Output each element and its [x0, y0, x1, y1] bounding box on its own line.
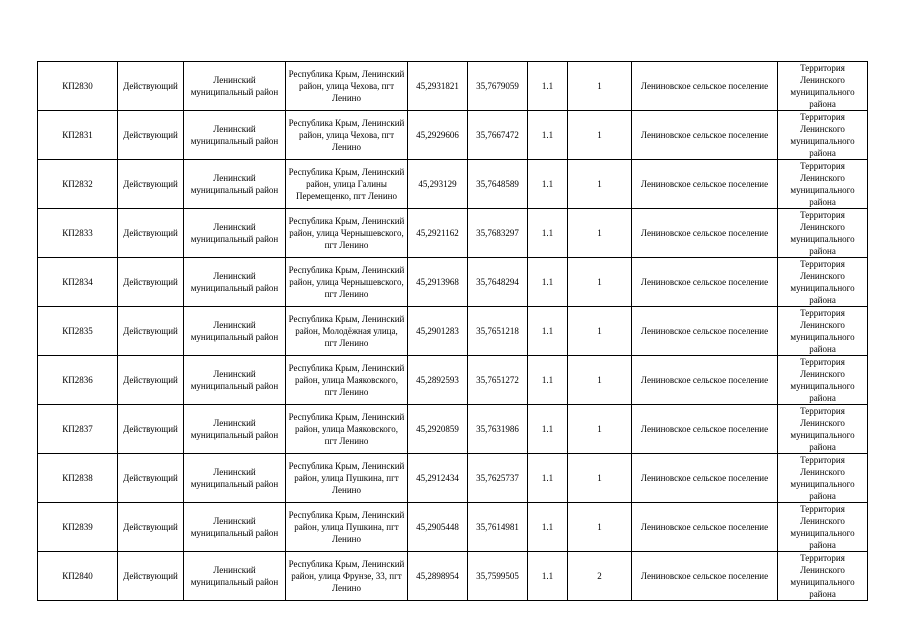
longitude-cell: 35,7651218 — [468, 307, 528, 356]
container-count-cell: 2 — [568, 552, 632, 601]
municipal-district-cell: Ленинский муниципальный район — [184, 356, 286, 405]
site-code-cell: КП2833 — [38, 209, 118, 258]
site-code-cell: КП2838 — [38, 454, 118, 503]
table-row — [38, 454, 868, 503]
category-cell: 1.1 — [528, 405, 568, 454]
municipal-district-cell: Ленинский муниципальный район — [184, 454, 286, 503]
territory-cell: Территория Ленинского муниципального района — [778, 454, 868, 503]
longitude-cell: 35,7625737 — [468, 454, 528, 503]
container-count-cell: 1 — [568, 307, 632, 356]
settlement-cell: Лениновское сельское поселение — [632, 307, 778, 356]
category-cell: 1.1 — [528, 356, 568, 405]
latitude-cell: 45,2901283 — [408, 307, 468, 356]
longitude-cell: 35,7614981 — [468, 503, 528, 552]
status-cell: Действующий — [118, 160, 184, 209]
status-cell: Действующий — [118, 258, 184, 307]
longitude-cell: 35,7683297 — [468, 209, 528, 258]
address-cell: Республика Крым, Ленинский район, улица Маяковского, пгт Ленино — [286, 356, 408, 405]
site-code-cell: КП2832 — [38, 160, 118, 209]
longitude-cell: 35,7667472 — [468, 111, 528, 160]
container-count-cell: 1 — [568, 356, 632, 405]
settlement-cell: Лениновское сельское поселение — [632, 552, 778, 601]
longitude-cell: 35,7648589 — [468, 160, 528, 209]
table-row — [38, 111, 868, 160]
address-cell: Республика Крым, Ленинский район, улица Маяковского, пгт Ленино — [286, 405, 408, 454]
address-cell: Республика Крым, Ленинский район, улица Фрунзе, 33, пгт Ленино — [286, 552, 408, 601]
site-code-cell: КП2831 — [38, 111, 118, 160]
settlement-cell: Лениновское сельское поселение — [632, 160, 778, 209]
table-row — [38, 62, 868, 111]
category-cell: 1.1 — [528, 454, 568, 503]
category-cell: 1.1 — [528, 111, 568, 160]
address-cell: Республика Крым, Ленинский район, улица Пушкина, пгт Ленино — [286, 503, 408, 552]
status-cell: Действующий — [118, 454, 184, 503]
container-count-cell: 1 — [568, 111, 632, 160]
table-row — [38, 405, 868, 454]
category-cell: 1.1 — [528, 258, 568, 307]
longitude-cell: 35,7631986 — [468, 405, 528, 454]
site-code-cell: КП2836 — [38, 356, 118, 405]
container-count-cell: 1 — [568, 62, 632, 111]
latitude-cell: 45,2921162 — [408, 209, 468, 258]
territory-cell: Территория Ленинского муниципального района — [778, 405, 868, 454]
category-cell: 1.1 — [528, 160, 568, 209]
category-cell: 1.1 — [528, 62, 568, 111]
table-row — [38, 307, 868, 356]
territory-cell: Территория Ленинского муниципального района — [778, 258, 868, 307]
container-count-cell: 1 — [568, 503, 632, 552]
territory-cell: Территория Ленинского муниципального района — [778, 62, 868, 111]
container-count-cell: 1 — [568, 209, 632, 258]
table-row — [38, 258, 868, 307]
territory-cell: Территория Ленинского муниципального района — [778, 356, 868, 405]
status-cell: Действующий — [118, 307, 184, 356]
container-count-cell: 1 — [568, 405, 632, 454]
address-cell: Республика Крым, Ленинский район, улица Чехова, пгт Ленино — [286, 62, 408, 111]
site-code-cell: КП2834 — [38, 258, 118, 307]
address-cell: Республика Крым, Ленинский район, Молодёжная улица, пгт Ленино — [286, 307, 408, 356]
latitude-cell: 45,2912434 — [408, 454, 468, 503]
table-row — [38, 356, 868, 405]
site-code-cell: КП2835 — [38, 307, 118, 356]
territory-cell: Территория Ленинского муниципального района — [778, 552, 868, 601]
address-cell: Республика Крым, Ленинский район, улица Чернышевского, пгт Ленино — [286, 258, 408, 307]
territory-cell: Территория Ленинского муниципального района — [778, 307, 868, 356]
table-row — [38, 552, 868, 601]
latitude-cell: 45,2905448 — [408, 503, 468, 552]
settlement-cell: Лениновское сельское поселение — [632, 258, 778, 307]
status-cell: Действующий — [118, 503, 184, 552]
table-row — [38, 503, 868, 552]
territory-cell: Территория Ленинского муниципального района — [778, 209, 868, 258]
status-cell: Действующий — [118, 209, 184, 258]
longitude-cell: 35,7679059 — [468, 62, 528, 111]
municipal-district-cell: Ленинский муниципальный район — [184, 209, 286, 258]
settlement-cell: Лениновское сельское поселение — [632, 405, 778, 454]
latitude-cell: 45,293129 — [408, 160, 468, 209]
municipal-district-cell: Ленинский муниципальный район — [184, 552, 286, 601]
address-cell: Республика Крым, Ленинский район, улица Чернышевского, пгт Ленино — [286, 209, 408, 258]
status-cell: Действующий — [118, 552, 184, 601]
territory-cell: Территория Ленинского муниципального района — [778, 160, 868, 209]
longitude-cell: 35,7599505 — [468, 552, 528, 601]
municipal-district-cell: Ленинский муниципальный район — [184, 307, 286, 356]
settlement-cell: Лениновское сельское поселение — [632, 111, 778, 160]
settlement-cell: Лениновское сельское поселение — [632, 62, 778, 111]
settlement-cell: Лениновское сельское поселение — [632, 356, 778, 405]
settlement-cell: Лениновское сельское поселение — [632, 454, 778, 503]
table-row — [38, 160, 868, 209]
table-row — [38, 209, 868, 258]
site-code-cell: КП2830 — [38, 62, 118, 111]
container-count-cell: 1 — [568, 454, 632, 503]
latitude-cell: 45,2898954 — [408, 552, 468, 601]
municipal-district-cell: Ленинский муниципальный район — [184, 503, 286, 552]
container-count-cell: 1 — [568, 258, 632, 307]
address-cell: Республика Крым, Ленинский район, улица Чехова, пгт Ленино — [286, 111, 408, 160]
municipal-district-cell: Ленинский муниципальный район — [184, 111, 286, 160]
municipal-district-cell: Ленинский муниципальный район — [184, 405, 286, 454]
territory-cell: Территория Ленинского муниципального района — [778, 111, 868, 160]
status-cell: Действующий — [118, 405, 184, 454]
latitude-cell: 45,2929606 — [408, 111, 468, 160]
table-body — [38, 62, 868, 601]
municipal-district-cell: Ленинский муниципальный район — [184, 258, 286, 307]
category-cell: 1.1 — [528, 552, 568, 601]
municipal-district-cell: Ленинский муниципальный район — [184, 62, 286, 111]
category-cell: 1.1 — [528, 307, 568, 356]
site-code-cell: КП2840 — [38, 552, 118, 601]
longitude-cell: 35,7648294 — [468, 258, 528, 307]
settlement-cell: Лениновское сельское поселение — [632, 209, 778, 258]
container-site-registry-table — [37, 61, 868, 601]
address-cell: Республика Крым, Ленинский район, улица Пушкина, пгт Ленино — [286, 454, 408, 503]
latitude-cell: 45,2931821 — [408, 62, 468, 111]
category-cell: 1.1 — [528, 503, 568, 552]
longitude-cell: 35,7651272 — [468, 356, 528, 405]
municipal-district-cell: Ленинский муниципальный район — [184, 160, 286, 209]
site-code-cell: КП2837 — [38, 405, 118, 454]
address-cell: Республика Крым, Ленинский район, улица Галины Перемещенко, пгт Ленино — [286, 160, 408, 209]
latitude-cell: 45,2892593 — [408, 356, 468, 405]
territory-cell: Территория Ленинского муниципального района — [778, 503, 868, 552]
latitude-cell: 45,2913968 — [408, 258, 468, 307]
status-cell: Действующий — [118, 356, 184, 405]
category-cell: 1.1 — [528, 209, 568, 258]
status-cell: Действующий — [118, 111, 184, 160]
site-code-cell: КП2839 — [38, 503, 118, 552]
latitude-cell: 45,2920859 — [408, 405, 468, 454]
container-count-cell: 1 — [568, 160, 632, 209]
settlement-cell: Лениновское сельское поселение — [632, 503, 778, 552]
status-cell: Действующий — [118, 62, 184, 111]
